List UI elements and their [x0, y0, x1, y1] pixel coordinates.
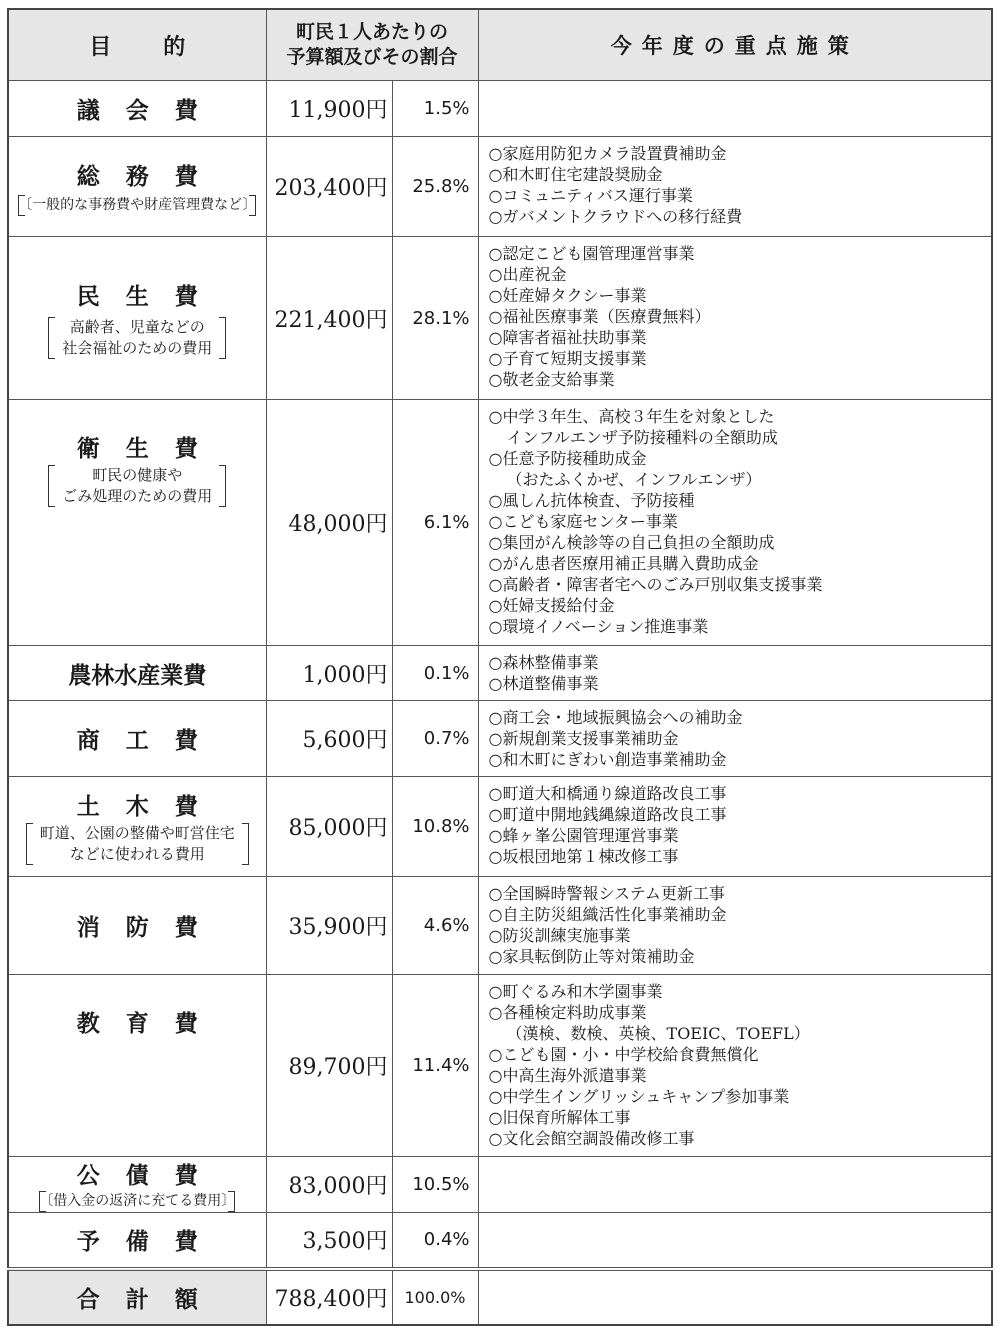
- policy-item: ○福祉医療事業（医療費無料）: [488, 307, 711, 326]
- row-note: [48, 317, 226, 359]
- policy-item: ○旧保育所解体工事: [488, 1108, 631, 1127]
- policy-item: ○防災訓練実施事業: [488, 926, 631, 945]
- row-policies: [478, 1213, 992, 1269]
- policy-item: ○がん患者医療用補正具購入費助成金: [488, 554, 759, 573]
- policy-item: ○妊産婦タクシー事業: [488, 286, 647, 305]
- header-budget-line2: 予算額及びその割合: [286, 46, 458, 68]
- header-purpose: 目的: [8, 9, 266, 81]
- policy-item: ○森林整備事業: [488, 653, 599, 672]
- row-policies: [478, 81, 992, 137]
- policy-item: ○蜂ヶ峯公園管理運営事業: [488, 826, 679, 845]
- policy-item: （おたふくかぜ、インフルエンザ）: [506, 470, 762, 489]
- row-note: [26, 823, 249, 865]
- table-footer: [8, 1269, 992, 1325]
- table-row: [8, 400, 992, 646]
- row-amount: 85,000円: [266, 777, 392, 877]
- row-purpose: [8, 1157, 266, 1213]
- policy-item: ○コミュニティバス運行事業: [488, 186, 693, 205]
- row-note: 〔借入金の返済に充てる費用〕: [39, 1191, 235, 1212]
- row-policies: [478, 237, 992, 400]
- total-policies: [478, 1269, 992, 1325]
- row-percent: 25.8%: [392, 137, 478, 237]
- policy-item: ○高齢者・障害者宅へのごみ戸別収集支援事業: [488, 575, 823, 594]
- policy-item: ○ガバメントクラウドへの移行経費: [488, 207, 743, 226]
- policy-item: ○子育て短期支援事業: [488, 349, 647, 368]
- row-note-line: 社会福祉のための費用: [62, 338, 213, 357]
- row-name: 予備費: [76, 1229, 224, 1256]
- row-name: 衛生費: [76, 436, 224, 462]
- header-policy: 今年度の重点施策: [478, 9, 992, 81]
- row-name: 教育費: [76, 1011, 224, 1037]
- policy-item: ○林道整備事業: [488, 674, 599, 693]
- row-policies: [478, 701, 992, 777]
- policy-item: ○敬老金支給事業: [488, 370, 615, 389]
- policy-item: ○町ぐるみ和木学園事業: [488, 982, 663, 1001]
- row-percent: 4.6%: [392, 877, 478, 975]
- policy-item: ○和木町にぎわい創造事業補助金: [488, 750, 727, 769]
- row-purpose: [8, 777, 266, 877]
- policy-item: ○家庭用防犯カメラ設置費補助金: [488, 144, 727, 163]
- row-name: 農林水産業費: [68, 662, 207, 689]
- policy-item: ○中高生海外派遣事業: [488, 1066, 647, 1085]
- table-row: [8, 1157, 992, 1213]
- row-policies: [478, 1157, 992, 1213]
- row-name: 公債費: [76, 1163, 224, 1189]
- table-row: [8, 237, 992, 400]
- row-percent: 10.5%: [392, 1157, 478, 1213]
- policy-item: ○障害者福祉扶助事業: [488, 328, 647, 347]
- row-percent: 0.7%: [392, 701, 478, 777]
- row-purpose: [8, 975, 266, 1157]
- row-amount: 83,000円: [266, 1157, 392, 1213]
- row-amount: 48,000円: [266, 400, 392, 646]
- row-name: 総務費: [76, 163, 224, 190]
- header-budget-line1: 町民１人あたりの: [296, 21, 449, 43]
- table-row: [8, 701, 992, 777]
- policy-item: ○認定こども園管理運営事業: [488, 244, 695, 263]
- row-policies: [478, 777, 992, 877]
- policy-item: ○中学生イングリッシュキャンプ参加事業: [488, 1087, 790, 1106]
- table-body: [8, 81, 992, 1269]
- row-note-line: 高齢者、児童などの: [69, 317, 205, 336]
- row-purpose: [8, 646, 266, 701]
- policy-item: ○妊婦支援給付金: [488, 596, 615, 615]
- policy-item: ○任意予防接種助成金: [488, 449, 647, 468]
- row-note-line: などに使われる費用: [69, 845, 205, 863]
- policy-item: ○坂根団地第１棟改修工事: [488, 847, 679, 866]
- row-note-line: 町道、公園の整備や町営住宅: [39, 824, 235, 842]
- policy-item: ○風しん抗体検査、予防接種: [488, 491, 695, 510]
- policy-item: ○こども園・小・中学校給食費無償化: [488, 1045, 759, 1064]
- policy-item: ○商工会・地域振興協会への補助金: [488, 708, 743, 727]
- policy-item: ○全国瞬時警報システム更新工事: [488, 884, 725, 903]
- row-amount: 35,900円: [266, 877, 392, 975]
- row-percent: 28.1%: [392, 237, 478, 400]
- row-percent: 11.4%: [392, 975, 478, 1157]
- row-policies: [478, 975, 992, 1157]
- header-budget: [266, 9, 478, 81]
- row-name: 消防費: [76, 915, 224, 941]
- policy-item: ○町道中開地銭縄線道路改良工事: [488, 805, 727, 824]
- total-amount: 788,400円: [266, 1269, 392, 1325]
- row-percent: 1.5%: [392, 81, 478, 137]
- row-purpose: [8, 701, 266, 777]
- row-name: 議会費: [76, 98, 224, 124]
- policy-item: インフルエンザ予防接種料の全額助成: [506, 428, 778, 447]
- policy-item: ○家具転倒防止等対策補助金: [488, 947, 695, 966]
- policy-item: ○中学３年生、高校３年生を対象とした: [488, 407, 775, 426]
- policy-item: ○新規創業支援事業補助金: [488, 729, 679, 748]
- table-row: [8, 646, 992, 701]
- row-policies: [478, 400, 992, 646]
- policy-item: ○町道大和橋通り線道路改良工事: [488, 784, 727, 803]
- row-percent: 0.1%: [392, 646, 478, 701]
- row-amount: 221,400円: [266, 237, 392, 400]
- row-amount: 5,600円: [266, 701, 392, 777]
- table-row: [8, 877, 992, 975]
- table-row: [8, 81, 992, 137]
- total-percent: 100.0%: [392, 1269, 478, 1325]
- row-policies: [478, 137, 992, 237]
- row-name: 民生費: [76, 283, 224, 310]
- row-name: 商工費: [76, 728, 224, 754]
- budget-table: [7, 8, 993, 1326]
- total-label: 合計額: [76, 1286, 224, 1313]
- policy-item: ○自主防災組織活性化事業補助金: [488, 905, 727, 924]
- row-note-line: ごみ処理のための費用: [62, 487, 213, 505]
- table-header: [8, 9, 992, 81]
- policy-item: ○集団がん検診等の自己負担の全額助成: [488, 533, 775, 552]
- total-row: [8, 1269, 992, 1325]
- table-row: [8, 975, 992, 1157]
- row-note-line: 町民の健康や: [92, 466, 183, 484]
- row-purpose: [8, 81, 266, 137]
- table-row: [8, 137, 992, 237]
- row-amount: 1,000円: [266, 646, 392, 701]
- row-amount: 3,500円: [266, 1213, 392, 1269]
- row-purpose: [8, 137, 266, 237]
- policy-item: ○出産祝金: [488, 265, 567, 284]
- row-amount: 11,900円: [266, 81, 392, 137]
- row-name: 土木費: [76, 794, 224, 820]
- row-purpose: [8, 877, 266, 975]
- row-note: 〔一般的な事務費や財産管理費など〕: [18, 195, 256, 216]
- row-percent: 10.8%: [392, 777, 478, 877]
- row-percent: 0.4%: [392, 1213, 478, 1269]
- total-label-cell: [8, 1269, 266, 1325]
- row-purpose: [8, 400, 266, 646]
- row-percent: 6.1%: [392, 400, 478, 646]
- row-purpose: [8, 1213, 266, 1269]
- row-amount: 203,400円: [266, 137, 392, 237]
- row-purpose: [8, 237, 266, 400]
- row-policies: [478, 877, 992, 975]
- table-row: [8, 777, 992, 877]
- policy-item: ○文化会館空調設備改修工事: [488, 1129, 695, 1148]
- row-policies: [478, 646, 992, 701]
- row-amount: 89,700円: [266, 975, 392, 1157]
- policy-item: ○各種検定料助成事業: [488, 1003, 647, 1022]
- table-row: [8, 1213, 992, 1269]
- row-note: [48, 465, 226, 507]
- policy-item: ○和木町住宅建設奨励金: [488, 165, 663, 184]
- policy-item: ○環境イノベーション推進事業: [488, 617, 709, 636]
- policy-item: ○こども家庭センター事業: [488, 512, 678, 531]
- policy-item: （漢検、数検、英検、TOEIC、TOEFL）: [506, 1024, 810, 1043]
